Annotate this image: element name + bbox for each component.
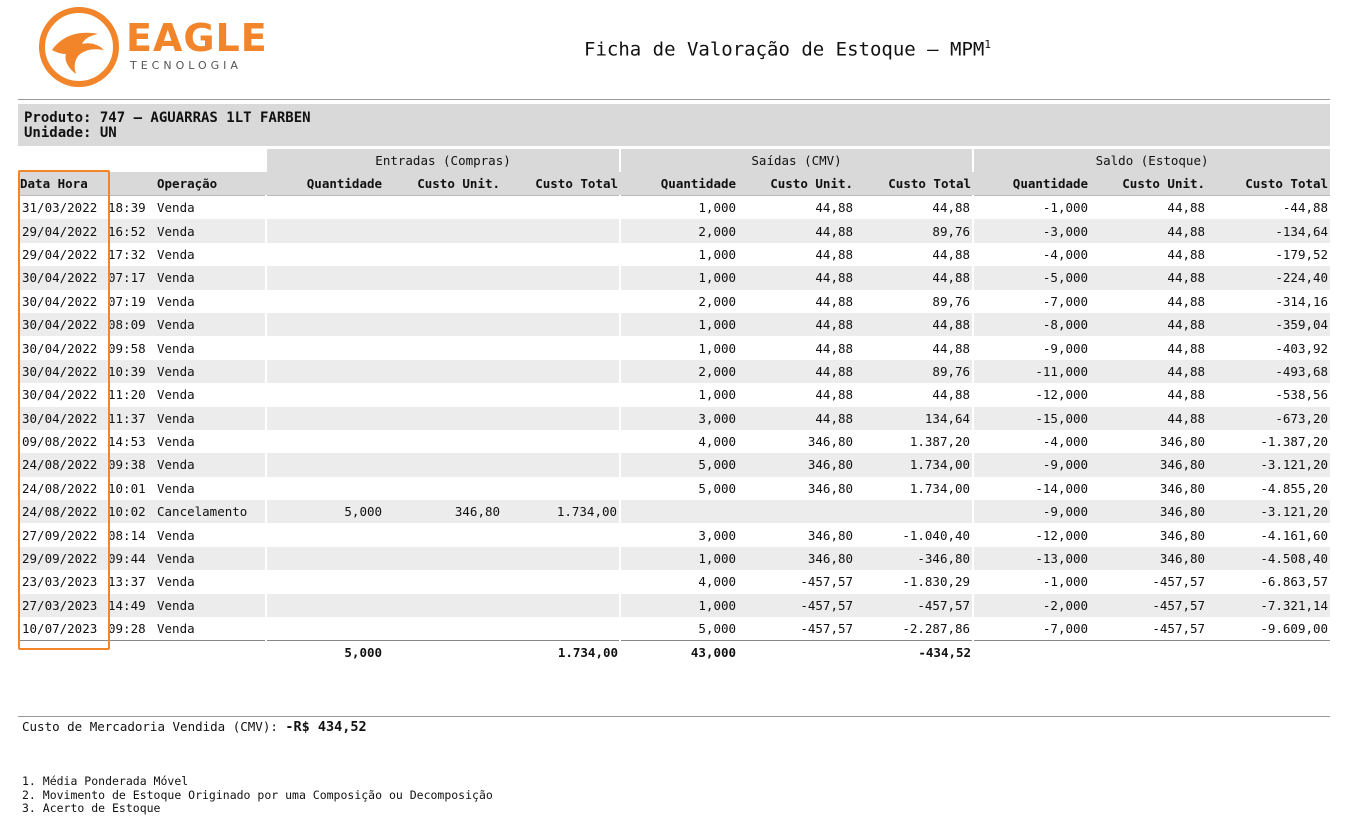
cell-entradas-quantidade [266, 336, 384, 359]
cell-operacao: Venda [157, 340, 195, 356]
cell-saidas-custo-total: 44,88 [932, 340, 971, 356]
cell-entradas-custo-total [502, 360, 620, 383]
cell-time: 08:09 [106, 313, 155, 336]
title-footnote-mark: 1 [984, 38, 991, 51]
cell-saldo-custo-unit: 346,80 [1159, 434, 1206, 450]
cell-saidas-custo-unit: 44,88 [738, 266, 855, 289]
cell-saldo-custo-total: -9.609,00 [1207, 617, 1330, 641]
cell-saldo-quantidade: -1,000 [973, 196, 1090, 220]
cell-saldo-custo-total: -4.508,40 [1207, 547, 1330, 570]
cell-saidas-custo-unit: -457,57 [738, 594, 855, 617]
cell-saidas-quantidade: 1,000 [620, 547, 738, 570]
cell-saidas-custo-unit: 44,88 [738, 313, 855, 336]
cell-saldo-custo-total: -403,92 [1275, 340, 1329, 356]
cell-saldo-custo-unit: 346,80 [1159, 480, 1206, 496]
cell-saidas-custo-total: 1.734,00 [909, 480, 971, 496]
cell-time: 07:19 [108, 293, 146, 309]
cell-entradas-quantidade [266, 290, 384, 313]
unit-line: Unidade: UN [24, 125, 117, 141]
cell-entradas-quantidade [266, 547, 384, 570]
cell-entradas-quantidade [266, 477, 384, 500]
cell-operacao: Venda [157, 387, 195, 403]
cell-operacao: Venda [155, 617, 266, 641]
cell-time: 10:02 [106, 500, 155, 523]
cell-operacao: Venda [155, 547, 266, 570]
cell-date: 24/08/2022 [18, 500, 106, 523]
cell-entradas-custo-unit [384, 570, 502, 593]
total-entradas-custo-total: 1.734,00 [557, 645, 619, 661]
cell-entradas-custo-unit [384, 523, 502, 546]
cell-saidas-custo-unit: 44,88 [815, 387, 854, 403]
cell-saldo-custo-total: -4.855,20 [1260, 480, 1329, 496]
cell-entradas-quantidade [266, 407, 384, 430]
cell-operacao: Venda [157, 246, 195, 262]
report-title: Ficha de Valoração de Estoque – MPM$^1$ [584, 38, 991, 61]
footnote-1: 1. Média Ponderada Móvel [22, 774, 189, 788]
bottom-divider [18, 716, 1330, 717]
cell-saldo-custo-unit: 44,88 [1090, 266, 1207, 289]
cell-saidas-quantidade: 4,000 [620, 570, 738, 593]
cell-saldo-custo-total: -359,04 [1207, 313, 1330, 336]
cell-entradas-custo-unit [384, 243, 502, 266]
cell-entradas-quantidade [266, 430, 384, 453]
cell-saidas-custo-total: 89,76 [855, 360, 973, 383]
cell-entradas-custo-total [502, 383, 620, 406]
cell-saldo-custo-unit: 44,88 [1167, 387, 1206, 403]
cell-saldo-custo-total: -44,88 [1282, 200, 1329, 216]
cell-entradas-custo-total [502, 407, 620, 430]
cell-saidas-quantidade: 5,000 [620, 453, 738, 476]
cell-entradas-custo-unit [384, 290, 502, 313]
cell-saldo-quantidade: -9,000 [973, 500, 1090, 523]
cell-operacao: Venda [157, 574, 195, 590]
cell-entradas-custo-unit [384, 336, 502, 359]
cell-entradas-quantidade [266, 594, 384, 617]
cell-time: 09:38 [106, 453, 155, 476]
cell-entradas-custo-unit [384, 477, 502, 500]
cell-saidas-custo-total: -2.287,86 [855, 617, 973, 641]
cell-saldo-custo-unit: 44,88 [1090, 360, 1207, 383]
cell-entradas-quantidade [266, 243, 384, 266]
cell-entradas-custo-total [502, 477, 620, 500]
cell-saldo-quantidade: -7,000 [973, 617, 1090, 641]
cell-entradas-custo-total [502, 219, 620, 242]
cell-entradas-quantidade [266, 196, 384, 220]
cell-operacao: Venda [157, 200, 195, 216]
table-row [18, 477, 1330, 500]
cell-date: 30/04/2022 [18, 360, 106, 383]
date-column-highlight [18, 170, 110, 650]
cell-date: 27/03/2023 [18, 594, 106, 617]
cell-operacao: Venda [157, 527, 195, 543]
cell-saldo-custo-total: -538,56 [1275, 387, 1329, 403]
eagle-logo [38, 6, 268, 88]
cell-saldo-quantidade: -3,000 [973, 219, 1090, 242]
table-row [18, 266, 1330, 289]
group-saldo: Saldo (Estoque) [973, 149, 1330, 172]
cell-entradas-custo-unit [384, 407, 502, 430]
cell-date: 30/04/2022 [22, 293, 98, 309]
cell-operacao: Venda [155, 407, 266, 430]
cell-entradas-custo-unit [384, 430, 502, 453]
cell-time: 11:37 [106, 407, 155, 430]
cell-saidas-custo-unit: 346,80 [807, 480, 854, 496]
cell-saidas-custo-unit: 44,88 [738, 407, 855, 430]
cell-entradas-custo-total [502, 196, 620, 220]
col-entradas-quantidade: Quantidade [266, 172, 384, 196]
cell-saidas-custo-unit: 44,88 [815, 246, 854, 262]
cell-date: 23/03/2023 [22, 574, 98, 590]
cell-saldo-custo-total: -3.121,20 [1207, 453, 1330, 476]
cell-entradas-custo-unit [384, 313, 502, 336]
cell-saldo-custo-unit: 346,80 [1090, 547, 1207, 570]
col-saldo-custo-total: Custo Total [1207, 172, 1330, 196]
cell-time: 09:28 [106, 617, 155, 641]
cell-entradas-custo-total [502, 547, 620, 570]
cell-saldo-quantidade: -7,000 [973, 290, 1090, 313]
table-row [18, 336, 1330, 359]
cell-operacao: Venda [155, 266, 266, 289]
cell-saidas-quantidade: 1,000 [620, 243, 738, 266]
cell-saldo-custo-unit: 44,88 [1167, 200, 1206, 216]
cell-time: 13:37 [108, 574, 146, 590]
cell-time: 07:17 [106, 266, 155, 289]
cell-saldo-custo-unit: 346,80 [1159, 527, 1206, 543]
cell-saldo-custo-unit: 44,88 [1167, 340, 1206, 356]
cell-entradas-custo-total [502, 290, 620, 313]
cell-saldo-quantidade: -11,000 [973, 360, 1090, 383]
table-row [18, 313, 1330, 336]
cell-saidas-custo-unit [738, 500, 855, 523]
cell-time: 14:49 [106, 594, 155, 617]
cell-time: 09:44 [106, 547, 155, 570]
cell-saidas-custo-total: -1.040,40 [902, 527, 971, 543]
cell-entradas-custo-unit [384, 196, 502, 220]
cell-saidas-quantidade: 2,000 [620, 360, 738, 383]
cell-saidas-quantidade: 1,000 [620, 266, 738, 289]
cell-saldo-quantidade: -14,000 [973, 477, 1090, 500]
table-row [18, 196, 1330, 220]
cell-saidas-custo-total: 1.387,20 [909, 434, 971, 450]
group-entradas: Entradas (Compras) [266, 149, 620, 172]
table-row [18, 360, 1330, 383]
cell-saidas-custo-unit: 346,80 [807, 527, 854, 543]
group-saidas: Saídas (CMV) [620, 149, 973, 172]
cell-entradas-custo-total [502, 453, 620, 476]
cell-time: 14:53 [108, 434, 146, 450]
cell-saldo-custo-total: -493,68 [1207, 360, 1330, 383]
cell-date: 10/07/2023 [18, 617, 106, 641]
table-row [18, 219, 1330, 242]
col-saidas-custo-total: Custo Total [855, 172, 973, 196]
cell-entradas-quantidade: 5,000 [266, 500, 384, 523]
table-row [18, 383, 1330, 406]
eagle-emblem-icon [38, 6, 120, 88]
cell-saidas-custo-total: 44,88 [855, 313, 973, 336]
cell-saidas-quantidade: 4,000 [620, 430, 738, 453]
col-entradas-custo-total: Custo Total [502, 172, 620, 196]
cell-saldo-custo-unit: 44,88 [1167, 293, 1206, 309]
cmv-label: Custo de Mercadoria Vendida (CMV): [22, 719, 278, 734]
cmv-summary [22, 719, 367, 735]
group-header-row [18, 149, 1330, 172]
cell-saldo-quantidade: -13,000 [973, 547, 1090, 570]
cell-date: 30/04/2022 [18, 407, 106, 430]
cell-entradas-custo-total [502, 313, 620, 336]
cell-time: 08:14 [108, 527, 146, 543]
cell-entradas-custo-total [502, 243, 620, 266]
cell-saldo-custo-total: -224,40 [1207, 266, 1330, 289]
cell-entradas-quantidade [266, 383, 384, 406]
cell-saidas-quantidade [620, 500, 738, 523]
report-header [0, 0, 1350, 100]
col-saidas-custo-unit: Custo Unit. [738, 172, 855, 196]
col-saidas-quantidade: Quantidade [620, 172, 738, 196]
table-row [18, 594, 1330, 617]
cell-saidas-custo-unit: 44,88 [738, 360, 855, 383]
cell-saldo-quantidade: -9,000 [973, 336, 1090, 359]
cell-entradas-custo-unit [384, 453, 502, 476]
cell-saidas-custo-total: -346,80 [855, 547, 973, 570]
cell-saidas-quantidade: 1,000 [620, 383, 738, 406]
cell-time: 18:39 [108, 200, 146, 216]
cell-saidas-quantidade: 5,000 [620, 617, 738, 641]
total-saidas-custo-total: -434,52 [918, 645, 972, 661]
cell-entradas-quantidade [266, 523, 384, 546]
cell-entradas-custo-unit [384, 547, 502, 570]
cell-saidas-custo-total: -1.830,29 [902, 574, 971, 590]
cell-entradas-custo-unit [384, 219, 502, 242]
cell-saldo-quantidade: -15,000 [973, 407, 1090, 430]
cell-saldo-quantidade: -8,000 [973, 313, 1090, 336]
table-row [18, 500, 1330, 523]
col-data-hora: Data Hora [18, 172, 155, 196]
cell-saldo-quantidade: -2,000 [973, 594, 1090, 617]
cell-saidas-custo-unit: 346,80 [738, 453, 855, 476]
cell-saidas-custo-total: 44,88 [932, 387, 971, 403]
cell-saldo-quantidade: -9,000 [973, 453, 1090, 476]
cell-saidas-custo-unit: 346,80 [807, 434, 854, 450]
cell-entradas-custo-unit [384, 266, 502, 289]
footnote-3: 3. Acerto de Estoque [22, 801, 161, 815]
cell-entradas-custo-total [502, 617, 620, 641]
cell-date: 29/04/2022 [18, 219, 106, 242]
cell-saldo-quantidade: -4,000 [973, 430, 1090, 453]
cmv-value: -R$ 434,52 [285, 719, 367, 735]
cell-operacao: Venda [157, 480, 195, 496]
cell-date: 30/04/2022 [18, 313, 106, 336]
cell-entradas-custo-total [502, 266, 620, 289]
col-saldo-custo-unit: Custo Unit. [1090, 172, 1207, 196]
totals-row [18, 641, 1330, 665]
table-row [18, 243, 1330, 266]
cell-saldo-custo-total: -3.121,20 [1207, 500, 1330, 523]
cell-saidas-custo-total [855, 500, 973, 523]
table-row [18, 407, 1330, 430]
cell-saldo-custo-total: -1.387,20 [1260, 434, 1329, 450]
cell-saidas-custo-unit: -457,57 [738, 617, 855, 641]
cell-entradas-custo-unit [384, 617, 502, 641]
cell-date: 30/04/2022 [22, 340, 98, 356]
cell-operacao: Venda [155, 313, 266, 336]
table-row [18, 570, 1330, 593]
brand-subtitle: TECNOLOGIA [130, 59, 242, 72]
cell-saldo-custo-total: -673,20 [1207, 407, 1330, 430]
brand-name: EAGLE [126, 16, 268, 60]
cell-date: 24/08/2022 [18, 453, 106, 476]
total-saidas-quantidade: 43,000 [690, 645, 737, 661]
cell-entradas-quantidade [266, 570, 384, 593]
cell-entradas-custo-total [502, 570, 620, 593]
cell-saldo-custo-unit: 44,88 [1090, 219, 1207, 242]
cell-saldo-custo-unit: 346,80 [1090, 453, 1207, 476]
cell-saidas-quantidade: 2,000 [620, 219, 738, 242]
cell-entradas-quantidade [266, 617, 384, 641]
cell-saidas-custo-total: 89,76 [855, 219, 973, 242]
cell-saidas-custo-total: -457,57 [855, 594, 973, 617]
cell-date: 30/04/2022 [22, 387, 98, 403]
table-row [18, 617, 1330, 641]
cell-date: 29/04/2022 [22, 246, 98, 262]
cell-saldo-custo-unit: -457,57 [1090, 617, 1207, 641]
cell-date: 30/04/2022 [18, 266, 106, 289]
cell-saldo-quantidade: -5,000 [973, 266, 1090, 289]
cell-entradas-quantidade [266, 360, 384, 383]
cell-saldo-custo-total: -4.161,60 [1260, 527, 1329, 543]
cell-time: 16:52 [106, 219, 155, 242]
cell-operacao: Venda [155, 453, 266, 476]
footnote-2: 2. Movimento de Estoque Originado por uma Composição ou Decomposição [22, 787, 493, 802]
table-row [18, 547, 1330, 570]
cell-entradas-custo-total [502, 336, 620, 359]
stock-valuation-table [18, 149, 1330, 664]
top-divider [18, 99, 1330, 100]
cell-date: 27/09/2022 [22, 527, 98, 543]
cell-saldo-custo-unit: -457,57 [1152, 574, 1206, 590]
cell-saidas-custo-unit: 346,80 [738, 547, 855, 570]
cell-saldo-custo-unit: -457,57 [1090, 594, 1207, 617]
product-line: Produto: 747 – AGUARRAS 1LT FARBEN [24, 110, 311, 126]
cell-time: 11:20 [108, 387, 146, 403]
cell-entradas-custo-unit [384, 594, 502, 617]
cell-saidas-custo-total: 134,64 [855, 407, 973, 430]
cell-entradas-quantidade [266, 313, 384, 336]
cell-entradas-custo-unit [384, 383, 502, 406]
table-row [18, 523, 1330, 546]
cell-saidas-custo-total: 44,88 [932, 200, 971, 216]
cell-operacao: Venda [155, 594, 266, 617]
cell-saldo-custo-total: -6.863,57 [1260, 574, 1329, 590]
cell-saldo-quantidade: -12,000 [973, 383, 1090, 406]
cell-saidas-custo-unit: 44,88 [815, 340, 854, 356]
cell-time: 10:39 [106, 360, 155, 383]
cell-saidas-quantidade: 1,000 [620, 594, 738, 617]
table-row [18, 453, 1330, 476]
cell-saldo-custo-total: -134,64 [1207, 219, 1330, 242]
cell-saidas-quantidade: 2,000 [620, 290, 738, 313]
cell-saldo-custo-total: -179,52 [1275, 246, 1329, 262]
cell-date: 29/09/2022 [18, 547, 106, 570]
cell-saidas-custo-unit: -457,57 [800, 574, 854, 590]
cell-entradas-custo-total [502, 523, 620, 546]
cell-saldo-custo-total: -314,16 [1275, 293, 1329, 309]
cell-entradas-custo-total: 1.734,00 [502, 500, 620, 523]
cell-saidas-custo-total: 44,88 [932, 246, 971, 262]
cell-entradas-custo-unit: 346,80 [384, 500, 502, 523]
cell-entradas-custo-unit [384, 360, 502, 383]
cell-saldo-custo-unit: 44,88 [1090, 313, 1207, 336]
cell-saidas-quantidade: 1,000 [620, 336, 738, 359]
cell-saidas-quantidade: 1,000 [620, 313, 738, 336]
cell-saldo-quantidade: -4,000 [973, 243, 1090, 266]
cell-operacao: Venda [157, 293, 195, 309]
col-operacao: Operação [155, 172, 266, 196]
cell-saidas-quantidade: 3,000 [620, 407, 738, 430]
cell-operacao: Cancelamento [155, 500, 266, 523]
cell-date: 09/08/2022 [22, 434, 98, 450]
cell-saidas-custo-total: 1.734,00 [855, 453, 973, 476]
table-row [18, 430, 1330, 453]
cell-date: 24/08/2022 [22, 480, 98, 496]
cell-operacao: Venda [155, 219, 266, 242]
cell-time: 09:58 [108, 340, 146, 356]
cell-operacao: Venda [157, 434, 195, 450]
product-info [18, 104, 1330, 146]
cell-entradas-quantidade [266, 219, 384, 242]
cell-saldo-quantidade: -1,000 [973, 570, 1090, 593]
cell-saidas-quantidade: 5,000 [620, 477, 738, 500]
cell-saldo-custo-unit: 44,88 [1090, 407, 1207, 430]
cell-operacao: Venda [155, 360, 266, 383]
cell-entradas-custo-total [502, 430, 620, 453]
cell-saldo-quantidade: -12,000 [973, 523, 1090, 546]
col-entradas-custo-unit: Custo Unit. [384, 172, 502, 196]
col-saldo-quantidade: Quantidade [973, 172, 1090, 196]
cell-saidas-custo-total: 89,76 [932, 293, 971, 309]
cell-saidas-custo-unit: 44,88 [738, 219, 855, 242]
cell-saidas-custo-unit: 44,88 [815, 293, 854, 309]
cell-saidas-quantidade: 1,000 [620, 196, 738, 220]
table-body [18, 196, 1330, 641]
cell-saidas-quantidade: 3,000 [620, 523, 738, 546]
cell-saldo-custo-total: -7.321,14 [1207, 594, 1330, 617]
cell-date: 31/03/2022 [22, 200, 98, 216]
table-row [18, 290, 1330, 313]
cell-entradas-quantidade [266, 453, 384, 476]
cell-saldo-custo-unit: 44,88 [1167, 246, 1206, 262]
cell-entradas-quantidade [266, 266, 384, 289]
column-header-row [18, 172, 1330, 196]
cell-time: 10:01 [108, 480, 146, 496]
cell-time: 17:32 [108, 246, 146, 262]
cell-saldo-custo-unit: 346,80 [1090, 500, 1207, 523]
total-entradas-quantidade: 5,000 [344, 645, 383, 661]
cell-entradas-custo-total [502, 594, 620, 617]
footnotes [22, 775, 493, 816]
cell-saidas-custo-unit: 44,88 [815, 200, 854, 216]
cell-saidas-custo-total: 44,88 [855, 266, 973, 289]
